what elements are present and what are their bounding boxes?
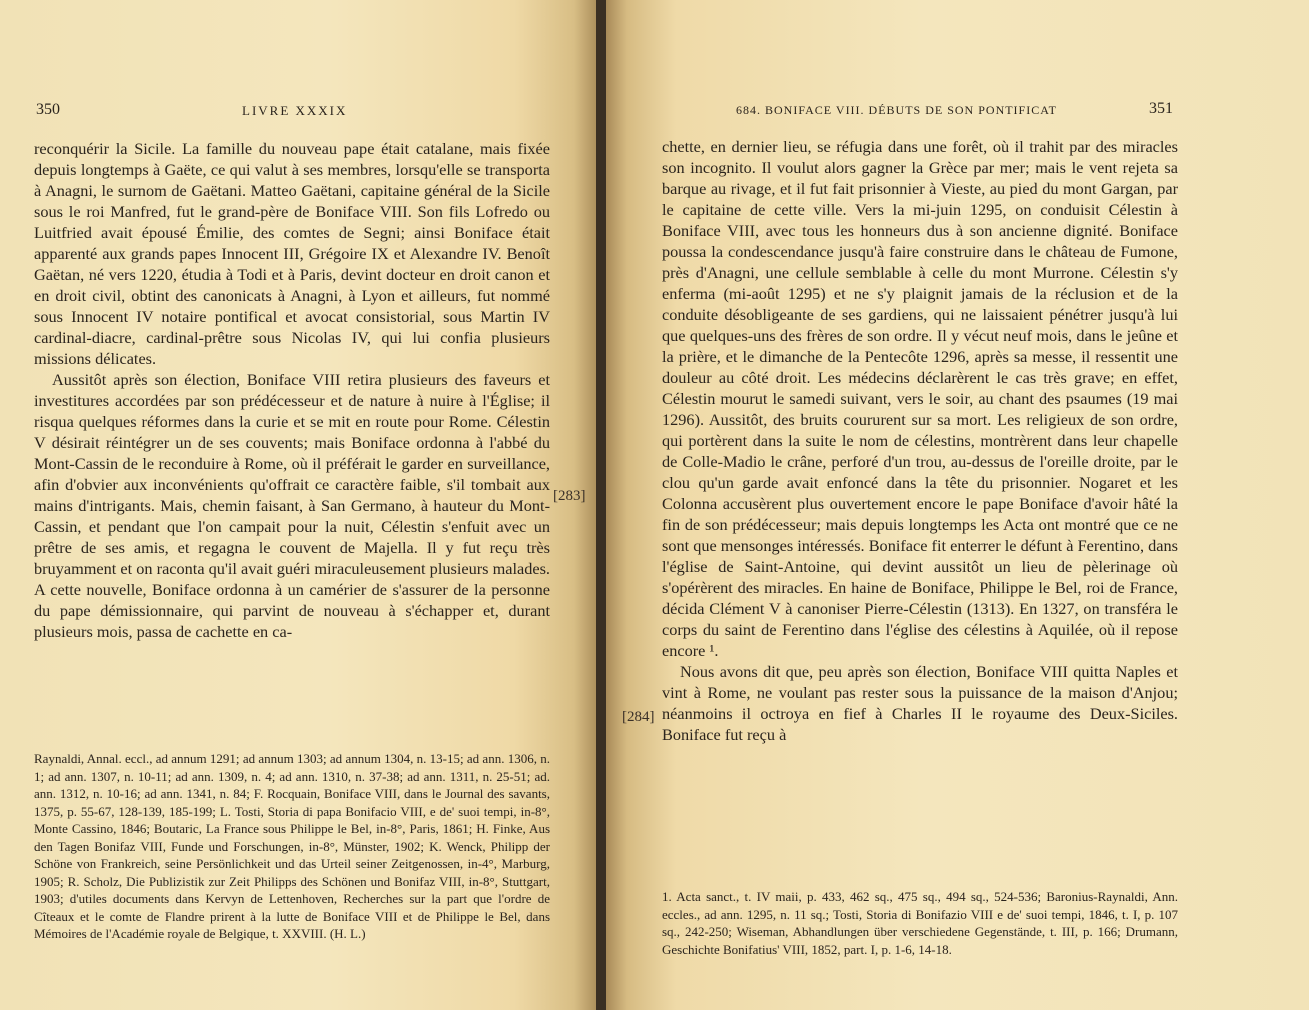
right-body-text — [662, 136, 1178, 745]
left-page-number: 350 — [36, 101, 60, 118]
right-footnote — [662, 888, 1178, 958]
left-body-text — [34, 138, 550, 642]
right-paragraph-1: chette, en dernier lieu, se réfugia dans une forêt, où il trahit par des miracles son incognito. Il voulut alors gagner la Grèce par mer; mais le vent rejeta sa barque au rivage, et il fut fait prisonnier à Vieste, au pied du mont Gargan, par le capitaine de cette ville. Vers la mi-juin 1295, on conduisit Célestin à Boniface VIII, avec tous les honneurs dus à son ancienne dignité. Boniface poussa la condescendance jusqu'à faire construire dans le château de Fumone, près d'Anagni, une cellule semblable à celle du mont Murrone. Célestin s'y enferma (mi-août 1295) et ne s'y plaignit jamais de la réclusion et de la conduite désobligeante de ses gardiens, qui ne laissaient pénétrer jusqu'à lui que quelques-uns des frères de son ordre. Il y vécut neuf mois, dans le jeûne et la prière, et le dimanche de la Pentecôte 1296, après sa messe, il ressentit une douleur au côté droit. Les médecins déclarèrent le cas très grave; en effet, Célestin mourut le samedi suivant, vers le soir, au chant des psaumes (19 mai 1296). Aussitôt, des bruits coururent sur sa mort. Les religieux de son ordre, qui portèrent dans la suite le nom de célestins, montrèrent dans leur chapelle de Colle-Madio le crâne, perforé d'un trou, au-dessus de l'oreille droite, par le clou qu'un garde avait enfoncé dans la tête du prisonnier. Nogaret et les Colonna accusèrent plus ouvertement encore le pape Boniface d'avoir hâté la fin de son prédécesseur; mais depuis longtemps les Acta ont montré que ce ne sont que mensonges intéressés. Boniface fit enterrer le défunt à Ferentino, dans l'église de Saint-Antoine, qui devint aussitôt un lieu de pèlerinage où s'opérèrent des miracles. En haine de Boniface, Philippe le Bel, roi de France, décida Clément V à canoniser Pierre-Célestin (1313). En 1327, on transféra le corps du saint de Ferentino dans l'église des célestins à Aquilée, où il repose encore ¹. — [662, 137, 1178, 660]
left-page — [0, 0, 598, 1010]
right-paragraph-2: Nous avons dit que, peu après son élection, Boniface VIII quitta Naples et vint à Rome, ne voulant pas rester sous la puissance de la maison d'Anjou; néanmoins il octroya en fief à Charles II le royaume des Deux-Siciles. Boniface fut reçu à — [662, 662, 1178, 744]
left-footnote-text: Raynaldi, Annal. eccl., ad annum 1291; ad annum 1303; ad annum 1304, n. 13-15; ad ann. 1306, n. 1; ad ann. 1307, n. 10-11; ad ann. 1309, n. 4; ad ann. 1310, n. 37-38; ad ann. 1311, n. 25-51; ad. ann. 1312, n. 10-16; ad ann. 1341, n. 84; F. Rocquain, Boniface VIII, dans le Journal des savants, 1375, p. 55-67, 128-139, 185-199; L. Tosti, Storia di papa Bonifacio VIII, e de' suoi tempi, in-8°, Monte Cassino, 1846; Boutaric, La France sous Philippe le Bel, in-8°, Paris, 1861; H. Finke, Aus den Tagen Bonifaz VIII, Funde und Forschungen, in-8°, Münster, 1902; K. Wenck, Philipp der Schöne von Frankreich, seine Persönlichkeit und das Urteil seiner Zeitgenossen, in-4°, Marburg, 1905; R. Scholz, Die Publizistik zur Zeit Philipps des Schönen und Bonifaz VIII, in-8°, Stuttgart, 1903; d'utiles documents dans Kervyn de Lettenhoven, Recherches sur la part que l'ordre de Cîteaux et le comte de Flandre prirent à la lutte de Boniface VIII et de Philippe le Bel, dans Mémoires de l'Académie royale de Belgique, t. XXVIII. (H. L.) — [34, 751, 550, 941]
right-page — [606, 0, 1309, 1010]
left-running-head: LIVRE XXXIX — [242, 103, 348, 118]
right-footnote-text: 1. Acta sanct., t. IV maii, p. 433, 462 sq., 475 sq., 494 sq., 524-536; Baronius-Raynaldi, Ann. eccles., ad ann. 1295, n. 11 sq.; Tosti, Storia di Bonifazio VIII e de' suoi tempi, 1846, t. I, p. 107 sq., 242-250; Wiseman, Abhandlungen über verschiedene Gegenstände, t. III, p. 166; Drumann, Geschichte Bonifatius' VIII, 1852, part. I, p. 1-6, 14-18. — [662, 889, 1178, 957]
left-paragraph-2: Aussitôt après son élection, Boniface VIII retira plusieurs des faveurs et investitures accordées par son prédécesseur et de nature à nuire à l'Église; il risqua quelques réformes dans la curie et se mit en route pour Rome. Célestin V désirait réintégrer un de ses couvents; mais Boniface ordonna à l'abbé du Mont-Cassin de le reconduire à Rome, où il préférait le garder en surveillance, afin d'obvier aux inconvénients qu'offrait ce caractère faible, s'il tombait aux mains d'intrigants. Mais, chemin faisant, à San Germano, à hauteur du Mont-Cassin, et pendant que l'on campait pour la nuit, Célestin s'enfuit avec un prêtre de ses amis, et regagna le couvent de Majella. Il y fut reçu très bruyamment et on raconta qu'il avait guéri miraculeusement plusieurs malades. A cette nouvelle, Boniface ordonna à un camérier de s'assurer de la personne du pape démissionnaire, qui parvint de nouveau à s'échapper et, durant plusieurs mois, passa de cachette en ca- — [34, 370, 550, 641]
margin-marker-284: [284] — [622, 709, 655, 725]
right-running-head: 684. BONIFACE VIII. DÉBUTS DE SON PONTIFICAT — [736, 103, 1057, 117]
left-footnote — [34, 750, 550, 943]
right-page-number: 351 — [1149, 100, 1173, 117]
left-paragraph-1: reconquérir la Sicile. La famille du nouveau pape était catalane, mais fixée depuis longtemps à Gaëte, ce qui valut à ses membres, lorsqu'elle se transporta à Anagni, le surnom de Gaëtani. Matteo Gaëtani, capitaine général de la Sicile sous le roi Manfred, fut le grand-père de Boniface VIII. Son fils Lofredo ou Luitfried avait épousé Émilie, des comtes de Segni; ainsi Boniface était apparenté aux grands papes Innocent III, Grégoire IX et Alexandre IV. Benoît Gaëtan, né vers 1220, étudia à Todi et à Paris, devint docteur en droit canon et en droit civil, obtint des canonicats à Anagni, à Lyon et ailleurs, fut nommé sous Innocent IV notaire pontifical et avocat consistorial, sous Martin IV cardinal-diacre, cardinal-prêtre sous Nicolas IV, qui lui confia plusieurs missions délicates. — [34, 139, 550, 368]
margin-marker-283: [283] — [553, 488, 586, 504]
